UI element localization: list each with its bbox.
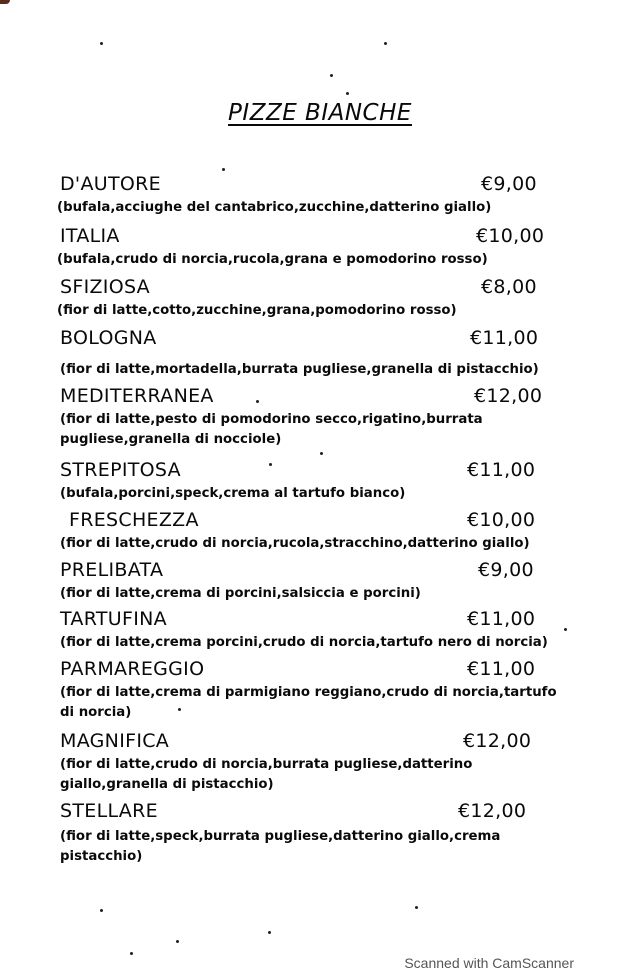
- scan-speck: [178, 708, 181, 711]
- scan-speck: [346, 92, 349, 95]
- item-description: (fior di latte,speck,burrata pugliese,datterino giallo,crema pistacchio): [60, 829, 501, 864]
- item-price: €9,00: [481, 173, 537, 195]
- item-price: €11,00: [467, 608, 536, 630]
- item-price: €11,00: [467, 658, 536, 680]
- item-name: D'AUTORE: [60, 173, 161, 195]
- scanner-watermark: Scanned with CamScanner: [404, 955, 574, 971]
- item-description: (fior di latte,crema di porcini,salsiccia e porcini): [60, 586, 421, 601]
- scan-speck: [564, 628, 567, 631]
- scan-speck: [268, 931, 271, 934]
- item-price: €12,00: [474, 385, 543, 407]
- item-name: BOLOGNA: [60, 327, 157, 349]
- scan-speck: [269, 463, 272, 466]
- scan-speck: [100, 42, 103, 45]
- menu-item: [60, 456, 580, 504]
- item-description: (fior di latte,mortadella,burrata pugliese,granella di pistacchio): [60, 362, 539, 377]
- item-price: €9,00: [478, 559, 534, 581]
- item-name: PARMAREGGIO: [60, 658, 205, 680]
- item-name: FRESCHEZZA: [69, 509, 199, 531]
- menu-item: [60, 605, 580, 653]
- scan-speck: [330, 74, 333, 77]
- item-price: €11,00: [467, 459, 536, 481]
- scan-speck: [176, 940, 179, 943]
- item-name: STELLARE: [60, 800, 158, 822]
- item-name: TARTUFINA: [60, 608, 167, 630]
- item-description: (bufala,acciughe del cantabrico,zucchine,datterino giallo): [57, 200, 492, 215]
- item-price: €12,00: [458, 800, 527, 822]
- page-title: PIZZE BIANCHE: [228, 100, 412, 126]
- scan-speck: [256, 400, 259, 403]
- item-name: MAGNIFICA: [60, 730, 170, 752]
- item-description: (fior di latte,crudo di norcia,burrata pugliese,datterino giallo,granella di pistacchio): [60, 757, 473, 792]
- menu-item: [60, 382, 580, 450]
- scan-speck: [320, 452, 323, 455]
- item-name: SFIZIOSA: [60, 276, 150, 298]
- item-name: ITALIA: [60, 225, 120, 247]
- menu-item: [60, 506, 580, 554]
- item-description: (fior di latte,crema porcini,crudo di norcia,tartufo nero di norcia): [60, 635, 548, 650]
- item-description: (bufala,porcini,speck,crema al tartufo bianco): [60, 486, 406, 501]
- item-name: MEDITERRANEA: [60, 385, 214, 407]
- menu-item: [57, 222, 580, 270]
- item-description: (fior di latte,crema di parmigiano reggiano,crudo di norcia,tartufo di norcia): [60, 685, 557, 720]
- scan-speck: [130, 952, 133, 955]
- menu-item: [60, 797, 580, 867]
- item-price: €10,00: [476, 225, 545, 247]
- menu-item: [60, 655, 580, 723]
- menu-item: [60, 324, 580, 380]
- scan-speck: [100, 909, 103, 912]
- item-description: (fior di latte,cotto,zucchine,grana,pomodorino rosso): [57, 303, 457, 318]
- menu-item: [57, 170, 580, 218]
- item-description: (fior di latte,crudo di norcia,rucola,stracchino,datterino giallo): [60, 536, 530, 551]
- scan-speck: [415, 906, 418, 909]
- item-description: (fior di latte,pesto di pomodorino secco,rigatino,burrata pugliese,granella di nocciole): [60, 412, 483, 447]
- item-name: STREPITOSA: [60, 459, 181, 481]
- menu-item: [57, 273, 580, 321]
- scan-speck: [222, 168, 225, 171]
- item-name: PRELIBATA: [60, 559, 164, 581]
- item-price: €8,00: [481, 276, 537, 298]
- item-price: €10,00: [467, 509, 536, 531]
- item-description: (bufala,crudo di norcia,rucola,grana e pomodorino rosso): [57, 252, 488, 267]
- item-price: €12,00: [463, 730, 532, 752]
- menu-item: [60, 556, 580, 604]
- menu-item: [60, 727, 580, 795]
- item-price: €11,00: [470, 327, 539, 349]
- scan-speck: [384, 42, 387, 45]
